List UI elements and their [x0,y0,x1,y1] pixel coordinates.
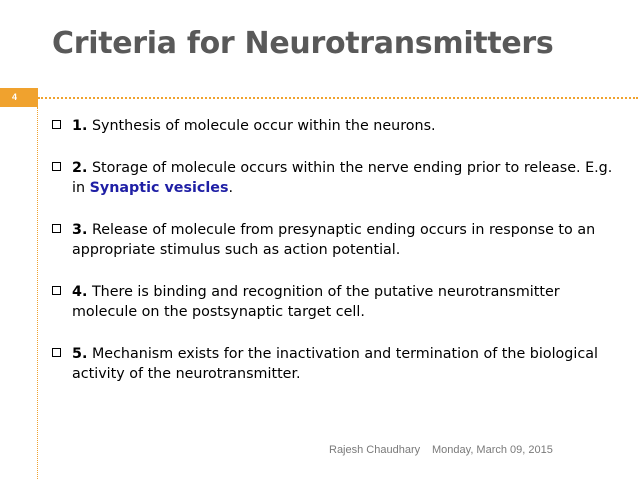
criterion-text: Synthesis of molecule occur within the neurons. [91,118,436,134]
criterion-number: 4. [72,284,88,300]
criterion-text-end: . [228,180,234,196]
criterion-text: Storage of molecule occurs within the nerve ending prior to release. E.g. in [72,160,613,196]
footer-date: Monday, March 09, 2015 [432,444,553,456]
criterion-text: There is binding and recognition of the putative neurotransmitter molecule on the postsynaptic target cell. [72,284,560,320]
square-bullet-icon [52,286,61,295]
criterion-number: 2. [72,160,88,176]
left-margin-line [37,107,38,479]
slide-number: 4 [0,88,38,107]
criteria-list [52,116,622,384]
synaptic-vesicles-highlight: Synaptic vesicles [89,180,229,196]
criterion-1 [52,116,622,136]
criterion-text: Mechanism exists for the inactivation and termination of the biological activity of the neurotransmitter. [72,346,598,382]
criterion-2 [52,158,622,198]
square-bullet-icon [52,162,61,171]
square-bullet-icon [52,224,61,233]
criterion-3 [52,220,622,260]
title-divider [38,97,638,99]
criterion-4 [52,282,622,322]
square-bullet-icon [52,120,61,129]
footer-author: Rajesh Chaudhary [329,444,421,456]
criterion-number: 1. [72,118,88,134]
slide-title: Criteria for Neurotransmitters [52,26,554,61]
criterion-5 [52,344,622,384]
criterion-number: 3. [72,222,88,238]
square-bullet-icon [52,348,61,357]
criterion-text: Release of molecule from presynaptic ending occurs in response to an appropriate stimulus such as action potential. [72,222,596,258]
criterion-number: 5. [72,346,88,362]
